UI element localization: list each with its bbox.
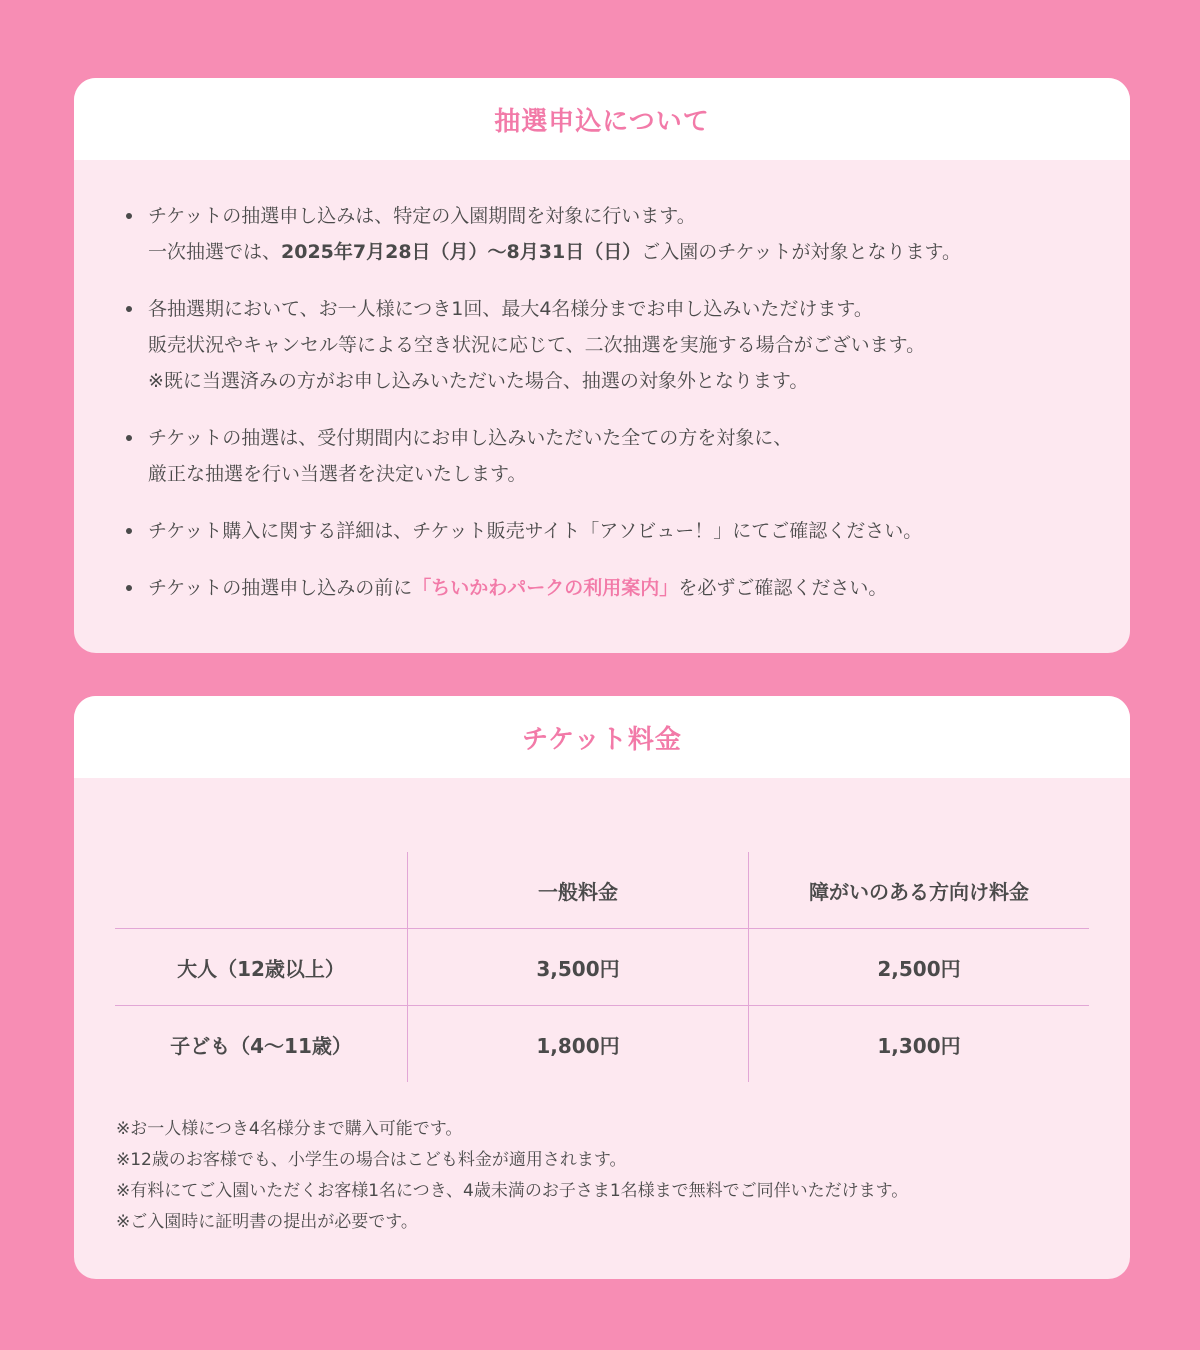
note-line: ※12歳のお客様でも、小学生の場合はこども料金が適用されます。 [116,1150,627,1170]
price-table [115,852,1089,1082]
price-card-title: チケット料金 [522,724,682,755]
item1-line1: チケットの抽選申し込みは、特定の入園期間を対象に行います。 [148,205,696,227]
note-line: ※有料にてご入園いただくお客様1名につき、4歳未満のお子さま1名様まで無料でご同伴いただけます。 [116,1181,909,1201]
table-header-row [115,852,1089,929]
park-guide-link[interactable]: 「ちいかわパークの利用案内」 [412,577,679,599]
price-notes [116,1114,908,1238]
item5-line1 [148,570,1130,606]
header-disabled-price: 障がいのある方向け料金 [749,852,1090,929]
target-period: 2025年7月28日（月）〜8月31日（日） [281,241,642,263]
list-item [74,513,1130,549]
item5-prefix: チケットの抽選申し込みの前に [148,577,413,599]
disabled-price-value: 2,500円 [749,929,1090,1006]
general-price-value: 3,500円 [408,929,749,1006]
list-item [74,198,1130,270]
item4-line1: チケット購入に関する詳細は、チケット販売サイト「アソビュー！」にてご確認ください。 [148,520,923,542]
disabled-price-value: 1,300円 [749,1006,1090,1083]
row-label: 子ども（4〜11歳） [115,1006,408,1083]
table-row [115,929,1089,1006]
lottery-card-header [74,78,1130,160]
lottery-info-card [74,78,1130,653]
item3-line2: 厳正な抽選を行い当選者を決定いたします。 [148,463,527,485]
item3-line1: チケットの抽選は、受付期間内にお申し込みいただいた全ての方を対象に、 [148,427,793,449]
list-item [74,291,1130,399]
item1-line2-suffix: ご入園のチケットが対象となります。 [641,241,961,263]
note-line: ※お一人様につき4名様分まで購入可能です。 [116,1119,463,1139]
row-label: 大人（12歳以上） [115,929,408,1006]
lottery-info-list [74,160,1130,606]
price-card-header [74,696,1130,778]
note-line: ※ご入園時に証明書の提出が必要です。 [116,1212,418,1232]
item1-line2-prefix: 一次抽選では、 [148,241,282,263]
general-price-value: 1,800円 [408,1006,749,1083]
item1-line2 [148,234,1130,270]
item2-line1: 各抽選期において、お一人様につき1回、最大4名様分までお申し込みいただけます。 [148,298,873,320]
table-row [115,1006,1089,1083]
header-general-price: 一般料金 [408,852,749,929]
item2-line2: 販売状況やキャンセル等による空き状況に応じて、二次抽選を実施する場合がございます。 [148,334,926,356]
list-item [74,570,1130,606]
item5-suffix: を必ずご確認ください。 [678,577,888,599]
lottery-card-title: 抽選申込について [494,106,710,137]
header-empty-cell [115,852,408,929]
ticket-price-card [74,696,1130,1279]
item2-line3: ※既に当選済みの方がお申し込みいただいた場合、抽選の対象外となります。 [148,370,809,392]
list-item [74,420,1130,492]
